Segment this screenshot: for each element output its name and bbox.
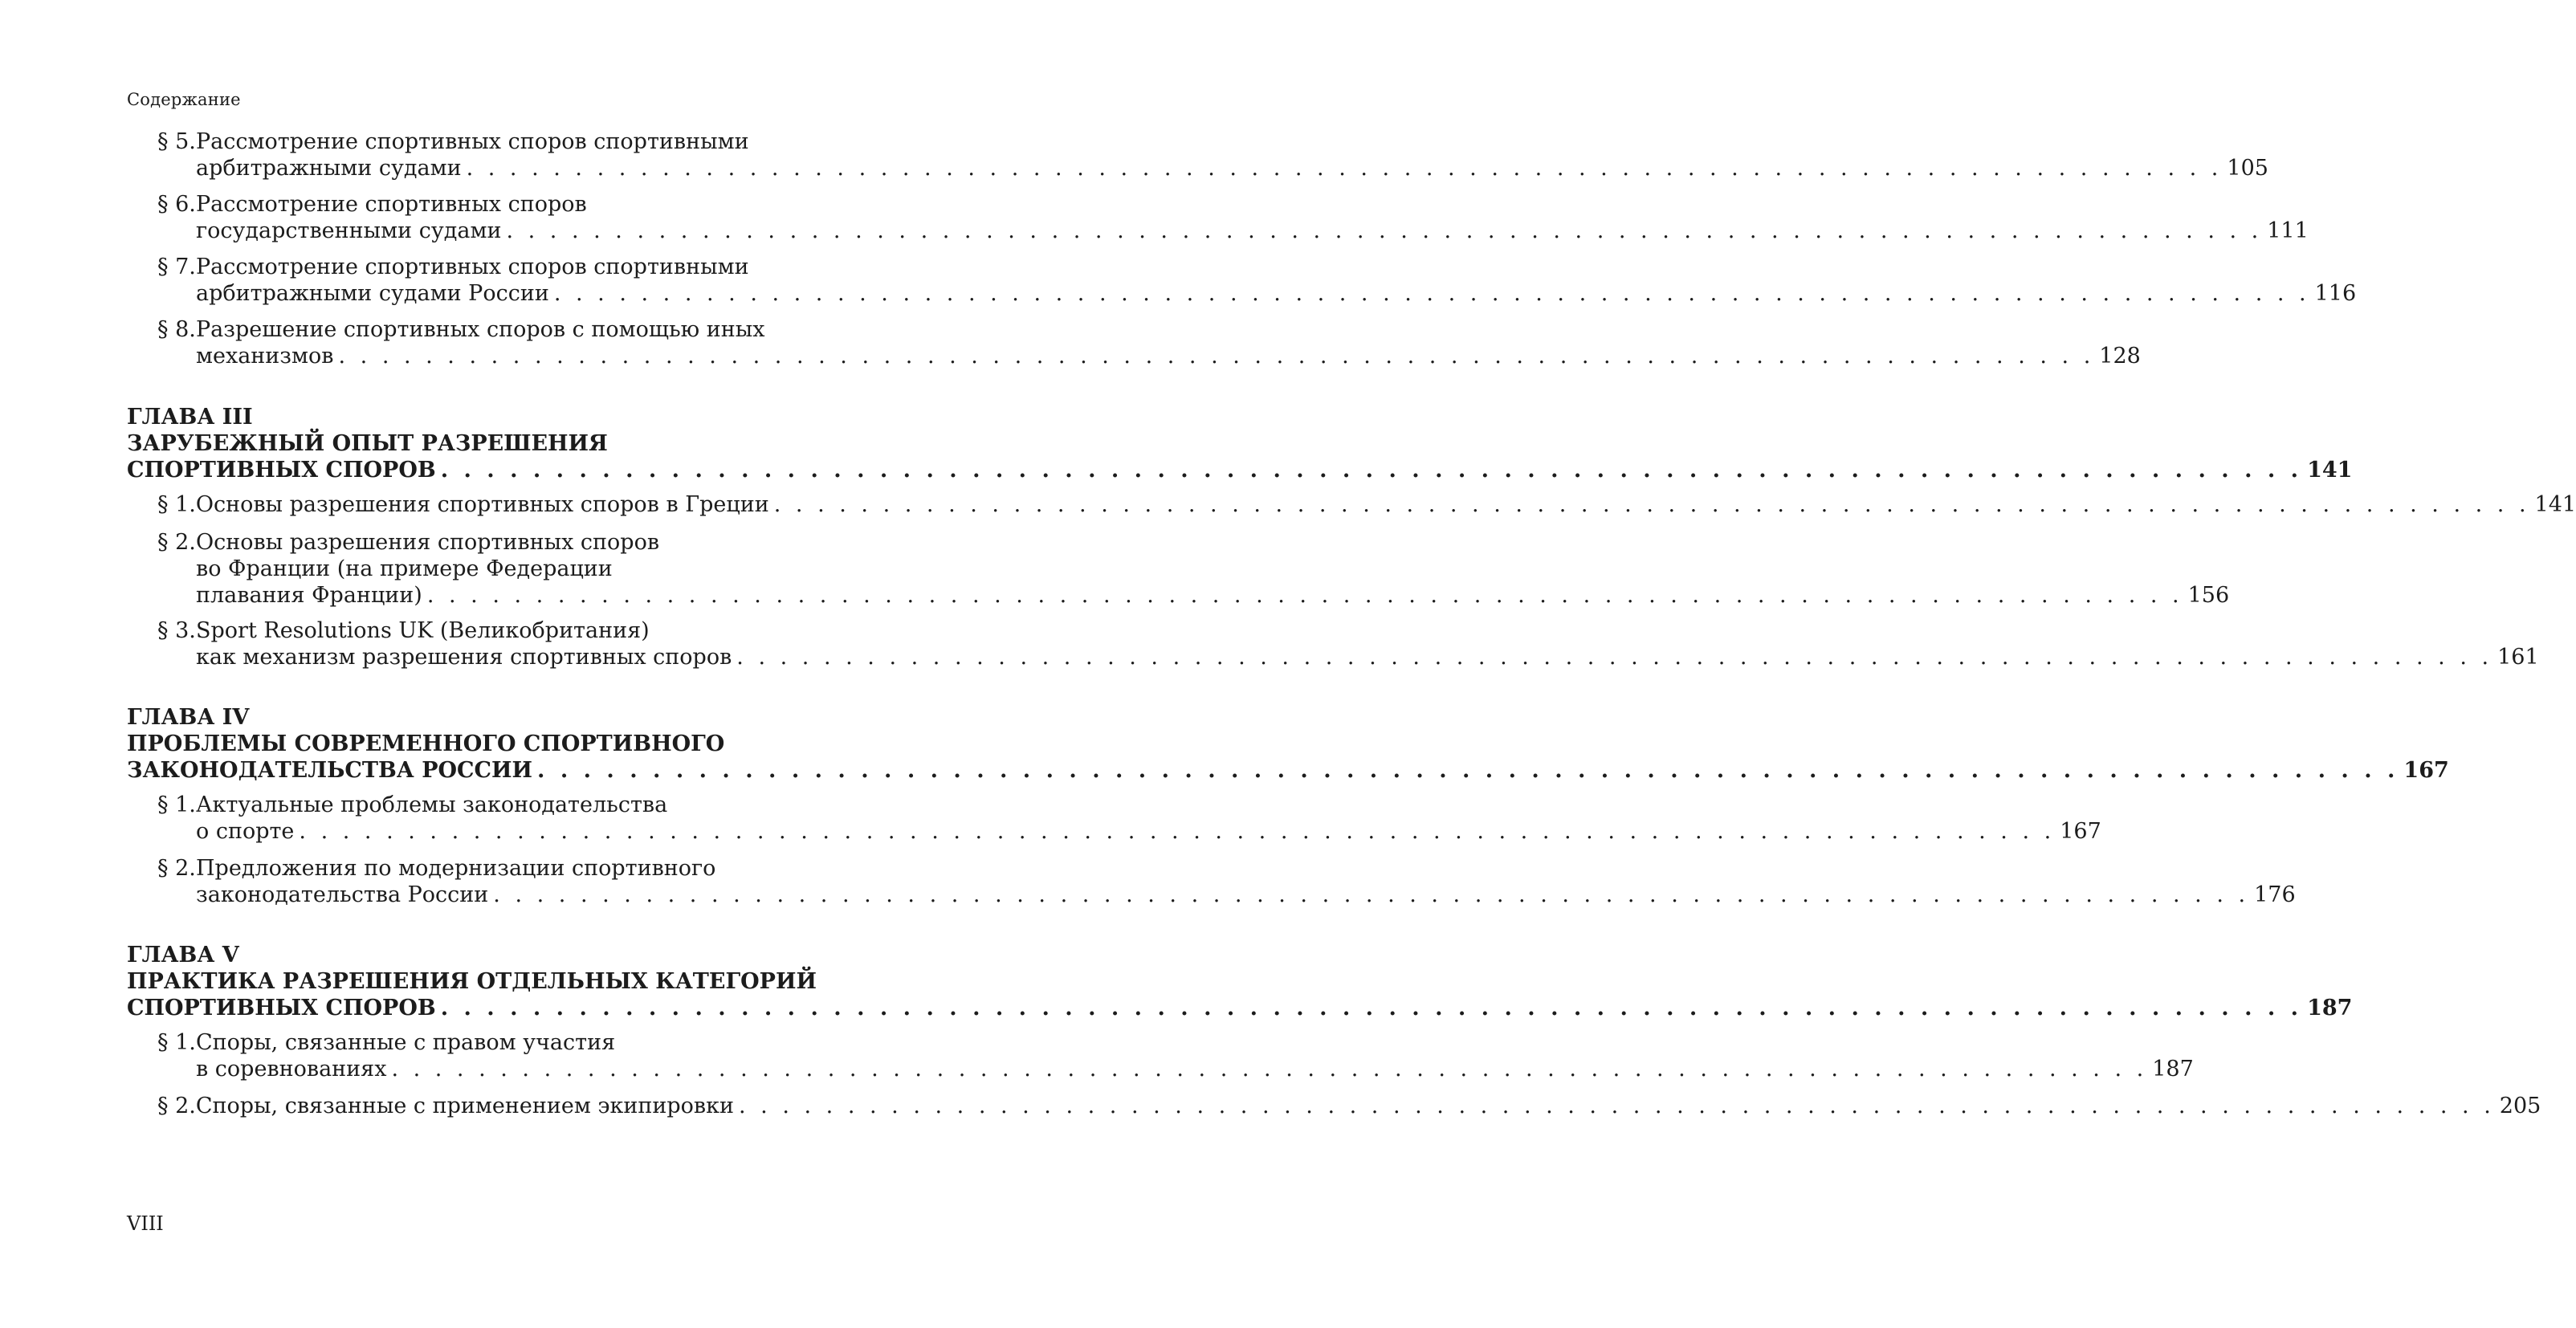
section-number: § 2.: [157, 856, 196, 881]
toc-entry-ch3-s1[interactable]: [157, 491, 2576, 518]
page-number: 187: [2152, 1057, 2194, 1082]
toc-entry-ch5-s1[interactable]: [157, 1029, 2194, 1082]
dot-leader: . . . . . . . . . . . . . . . . . . . . . . . . . . . . . . . . . . . . . . . . . . . . . . . . . . . . . . . . . . . . . . . . . . . . . . . . . . . . . . . . .: [773, 492, 2530, 517]
section-title-line2: арбитражными судами России: [196, 281, 549, 306]
section-number: § 1.: [157, 492, 196, 517]
toc-entry-ch4-s1[interactable]: [157, 792, 2101, 845]
page-number: 116: [2314, 281, 2357, 306]
chapter-label: ГЛАВА V: [127, 943, 239, 967]
page-number: 128: [2099, 344, 2141, 369]
section-title-line1: Разрешение спортивных споров с помощью иных: [196, 317, 765, 342]
toc-entry-ch3-s2[interactable]: [157, 529, 2230, 609]
section-title-line1: Рассмотрение спортивных споров: [196, 192, 587, 217]
section-title-line3: плавания Франции): [196, 583, 422, 608]
toc-entry-ch4-s2[interactable]: [157, 855, 2296, 908]
chapter-title-line1: ПРОБЛЕМЫ СОВРЕМЕННОГО СПОРТИВНОГО: [127, 731, 725, 756]
section-number: § 1.: [157, 792, 196, 817]
dot-leader: . . . . . . . . . . . . . . . . . . . . . . . . . . . . . . . . . . . . . . . . . . . . . . . . . . . . . . . . . . . . . . . . . . . . . . . . . . . . . . . . .: [553, 281, 2310, 306]
section-title-line2: законодательства России: [196, 882, 489, 907]
chapter-title-line2: СПОРТИВНЫХ СПОРОВ: [127, 996, 436, 1020]
dot-leader: . . . . . . . . . . . . . . . . . . . . . . . . . . . . . . . . . . . . . . . . . . . . . . . . . . . . . . . . . . . . . . . . . . . . . . . . . . . . . . . . .: [739, 1094, 2495, 1118]
toc-entry-s6[interactable]: [157, 191, 2309, 244]
toc-entry-ch5-s2[interactable]: [157, 1093, 2541, 1119]
dot-leader: . . . . . . . . . . . . . . . . . . . . . . . . . . . . . . . . . . . . . . . . . . . . . . . . . . . . . . . . . . . . . . . . . . . . . . . . . . . . . . . . .: [440, 996, 2303, 1020]
page-number: 141: [2534, 492, 2576, 517]
dot-leader: . . . . . . . . . . . . . . . . . . . . . . . . . . . . . . . . . . . . . . . . . . . . . . . . . . . . . . . . . . . . . . . . . . . . . . . . . . . . . . . . .: [537, 758, 2399, 783]
toc-chapter-3[interactable]: [127, 404, 2353, 483]
dot-leader: . . . . . . . . . . . . . . . . . . . . . . . . . . . . . . . . . . . . . . . . . . . . . . . . . . . . . . . . . . . . . . . . . . . . . . . . . . . . . . . . .: [506, 218, 2263, 243]
dot-leader: . . . . . . . . . . . . . . . . . . . . . . . . . . . . . . . . . . . . . . . . . . . . . . . . . . . . . . . . . . . . . . . . . . . . . . . . . . . . . . . . .: [493, 882, 2250, 907]
chapter-label: ГЛАВА IV: [127, 705, 250, 730]
section-number: § 2.: [157, 530, 196, 555]
page-number: 111: [2267, 218, 2309, 243]
section-title-line1: Рассмотрение спортивных споров спортивными: [196, 255, 749, 279]
section-title-line1: Основы разрешения спортивных споров: [196, 530, 660, 555]
dot-leader: . . . . . . . . . . . . . . . . . . . . . . . . . . . . . . . . . . . . . . . . . . . . . . . . . . . . . . . . . . . . . . . . . . . . . . . . . . . . . . . . .: [466, 156, 2223, 181]
toc-entry-s7[interactable]: [157, 254, 2357, 307]
section-title-line1: Актуальные проблемы законодательства: [196, 792, 668, 817]
page-number: 167: [2060, 819, 2101, 844]
section-title-line1: Основы разрешения спортивных споров в Греции: [195, 492, 769, 517]
page-number: 105: [2227, 156, 2268, 181]
section-title-line1: Sport Resolutions UK (Великобритания): [196, 618, 650, 643]
page-number: 161: [2497, 645, 2539, 670]
section-number: § 5.: [157, 129, 196, 154]
page-number: 205: [2499, 1094, 2541, 1118]
section-title-line1: Рассмотрение спортивных споров спортивными: [196, 129, 749, 154]
section-title-line2: государственными судами: [196, 218, 502, 243]
chapter-label: ГЛАВА III: [127, 405, 253, 430]
page-number: 176: [2254, 882, 2296, 907]
page-number: 141: [2307, 458, 2353, 483]
section-number: § 8.: [157, 317, 196, 342]
section-title-line1: Споры, связанные с применением экипировки: [195, 1094, 734, 1118]
section-number: § 7.: [157, 255, 196, 279]
toc-entry-s5[interactable]: [157, 128, 2268, 181]
section-title-line2: механизмов: [196, 344, 334, 369]
page-number: 187: [2307, 996, 2353, 1020]
page-folio: VIII: [127, 1212, 164, 1235]
chapter-title-line2: СПОРТИВНЫХ СПОРОВ: [127, 458, 436, 483]
dot-leader: . . . . . . . . . . . . . . . . . . . . . . . . . . . . . . . . . . . . . . . . . . . . . . . . . . . . . . . . . . . . . . . . . . . . . . . . . . . . . . . . .: [736, 645, 2493, 670]
section-number: § 6.: [157, 192, 196, 217]
dot-leader: . . . . . . . . . . . . . . . . . . . . . . . . . . . . . . . . . . . . . . . . . . . . . . . . . . . . . . . . . . . . . . . . . . . . . . . . . . . . . . . . .: [338, 344, 2095, 369]
section-number: § 3.: [157, 618, 196, 643]
section-number: § 2.: [157, 1094, 196, 1118]
section-title-line1: Предложения по модернизации спортивного: [196, 856, 716, 881]
section-number: § 1.: [157, 1030, 196, 1055]
chapter-title-line2: ЗАКОНОДАТЕЛЬСТВА РОССИИ: [127, 758, 533, 783]
section-title-line2: о спорте: [196, 819, 295, 844]
chapter-title-line1: ЗАРУБЕЖНЫЙ ОПЫТ РАЗРЕШЕНИЯ: [127, 431, 608, 456]
toc-entry-ch3-s3[interactable]: [157, 617, 2539, 670]
section-title-line2: в соревнованиях: [196, 1057, 387, 1082]
running-head: Содержание: [127, 90, 241, 109]
toc-chapter-4[interactable]: [127, 704, 2449, 784]
section-title-line2: как механизм разрешения спортивных споров: [196, 645, 732, 670]
section-title-line1: Споры, связанные с правом участия: [196, 1030, 616, 1055]
section-title-line2: арбитражными судами: [196, 156, 462, 181]
dot-leader: . . . . . . . . . . . . . . . . . . . . . . . . . . . . . . . . . . . . . . . . . . . . . . . . . . . . . . . . . . . . . . . . . . . . . . . . . . . . . . . . .: [426, 583, 2183, 608]
toc-entry-s8[interactable]: [157, 316, 2141, 369]
section-title-line2: во Франции (на примере Федерации: [196, 556, 613, 581]
page-number: 156: [2187, 583, 2230, 608]
chapter-title-line1: ПРАКТИКА РАЗРЕШЕНИЯ ОТДЕЛЬНЫХ КАТЕГОРИЙ: [127, 969, 817, 994]
dot-leader: . . . . . . . . . . . . . . . . . . . . . . . . . . . . . . . . . . . . . . . . . . . . . . . . . . . . . . . . . . . . . . . . . . . . . . . . . . . . . . . . .: [440, 458, 2303, 483]
dot-leader: . . . . . . . . . . . . . . . . . . . . . . . . . . . . . . . . . . . . . . . . . . . . . . . . . . . . . . . . . . . . . . . . . . . . . . . . . . . . . . . . .: [391, 1057, 2148, 1082]
toc-chapter-5[interactable]: [127, 942, 2353, 1021]
dot-leader: . . . . . . . . . . . . . . . . . . . . . . . . . . . . . . . . . . . . . . . . . . . . . . . . . . . . . . . . . . . . . . . . . . . . . . . . . . . . . . . . .: [299, 819, 2056, 844]
page-number: 167: [2403, 758, 2449, 783]
